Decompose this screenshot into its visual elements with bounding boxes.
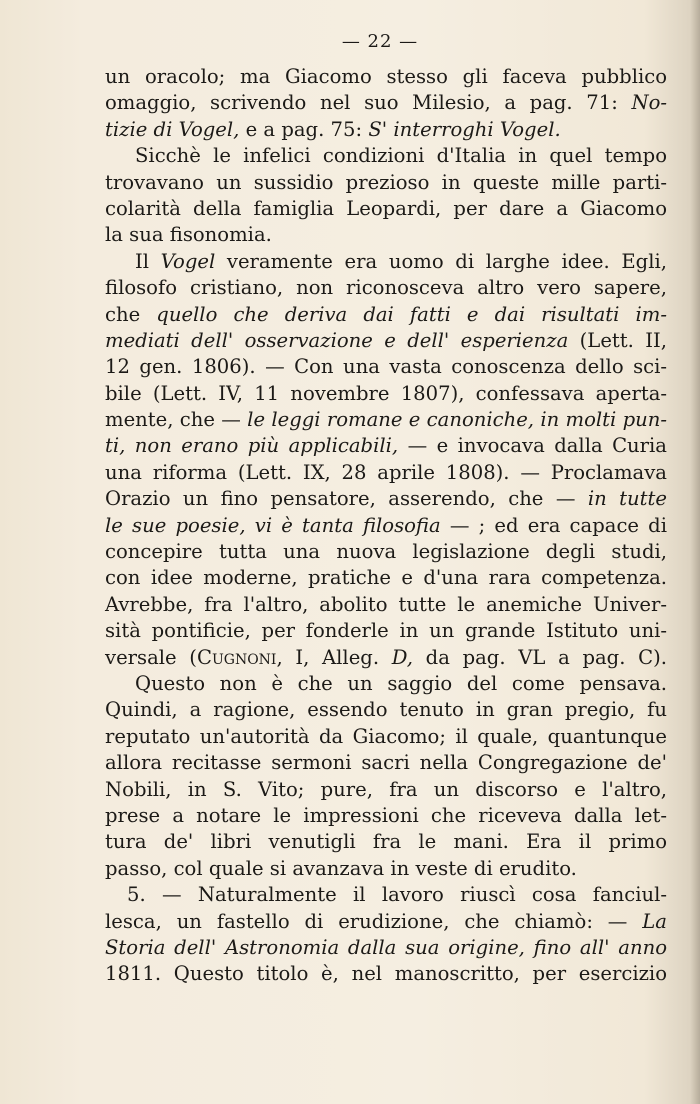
text-line [105, 539, 667, 565]
text-segment: una riforma (Lett. IX, 28 aprile 1808). — Proclamava [105, 460, 667, 484]
text-line [105, 565, 667, 591]
text-line [105, 433, 667, 459]
text-line [105, 777, 667, 803]
page-number: — 22 — [341, 31, 419, 52]
text-segment: mente, che — [105, 408, 248, 432]
text-segment: bile (Lett. IV, 11 novembre 1807), confessava aperta- [105, 381, 667, 405]
text-segment: Questo non è che un saggio del come pensava. [135, 671, 667, 695]
text-segment: versale ( [105, 645, 197, 669]
text-segment: lesca, un fastello di erudizione, che chiamò: — [105, 909, 643, 933]
italic-text: La [642, 909, 667, 933]
text-segment: da pag. VL a pag. C). [413, 645, 668, 669]
text-line [105, 328, 667, 354]
small-caps-text: Cugnoni [196, 645, 277, 669]
text-segment: tura de' libri venutigli fra le mani. Era il primo [105, 830, 667, 854]
text-segment: 12 gen. 1806). — Con una vasta conoscenza dello sci- [105, 355, 667, 379]
text-line [105, 196, 667, 222]
text-line [105, 697, 667, 723]
text-line [105, 882, 667, 908]
text-line [105, 935, 667, 961]
text-line [105, 170, 667, 196]
text-line [105, 143, 667, 169]
text-segment: Sicchè le infelici condizioni d'Italia in quel tempo [135, 144, 667, 168]
italic-text: ti, non erano più applicabili, [105, 434, 399, 458]
text-segment: colarità della famiglia Leopardi, per dare a Giacomo [105, 196, 667, 220]
text-segment: — e invocava dalla Curia [398, 434, 667, 458]
text-segment: filosofo cristiano, non riconosceva altro vero sapere, [105, 276, 667, 300]
italic-text: in tutte [587, 487, 668, 511]
text-segment: che [105, 302, 157, 326]
text-segment: Avrebbe, fra l'altro, abolito tutte le anemiche Univer- [105, 592, 667, 616]
text-segment: 1811. Questo titolo è, nel manoscritto, per esercizio [105, 962, 667, 986]
italic-text: le sue poesie, vi è tanta filosofia [105, 513, 441, 537]
text-line [105, 645, 667, 671]
text-line [105, 64, 667, 90]
text-segment: — ; ed era capace di [440, 513, 667, 537]
text-line [105, 222, 667, 248]
text-line [105, 671, 667, 697]
text-line [105, 909, 667, 935]
text-segment: passo, col quale si avanzava in veste di erudito. [105, 856, 577, 880]
text-segment: concepire tutta una nuova legislazione degli studi, [105, 540, 667, 564]
text-segment: un oracolo; ma Giacomo stesso gli faceva pubblico [105, 65, 667, 88]
text-line [105, 829, 667, 855]
text-line [105, 724, 667, 750]
page-edge-shadow [690, 0, 700, 1104]
text-segment: veramente era uomo di larghe idee. Egli, [215, 249, 667, 273]
text-line [105, 275, 667, 301]
text-segment: sità pontificie, per fonderle in un grande Istituto uni- [105, 619, 667, 643]
text-line [105, 354, 667, 380]
text-line [105, 117, 667, 143]
text-segment: Il [135, 249, 161, 273]
italic-text: le leggi romane e canoniche, in molti pun- [247, 408, 667, 432]
text-line [105, 90, 667, 116]
italic-text: D, [391, 645, 413, 669]
text-line [105, 407, 667, 433]
text-line [105, 618, 667, 644]
text-line [105, 486, 667, 512]
text-segment: (Lett. II, [568, 328, 667, 352]
text-segment: prese a notare le impressioni che riceveva dalla let- [105, 803, 667, 827]
text-line [105, 750, 667, 776]
text-line [105, 460, 667, 486]
italic-text: mediati dell' osservazione e dell' esperienza [105, 328, 569, 352]
italic-text: quello che deriva dai fatti e dai risultati im- [156, 302, 667, 326]
italic-text: Vogel [160, 249, 216, 273]
text-line [105, 249, 667, 275]
text-segment: Orazio un fino pensatore, asserendo, che — [105, 487, 588, 511]
text-segment: trovavano un sussidio prezioso in queste mille parti- [105, 170, 667, 194]
text-segment: e a pag. 75: [239, 117, 369, 141]
text-segment: , I, Alleg. [276, 645, 392, 669]
text-line [105, 961, 667, 987]
text-line [105, 856, 667, 882]
text-line [105, 513, 667, 539]
text-segment: 5. — Naturalmente il lavoro riuscì cosa fanciul- [127, 883, 667, 907]
italic-text: tizie di Vogel, [105, 117, 240, 141]
italic-text: No- [631, 91, 667, 115]
text-segment: allora recitasse sermoni sacri nella Congregazione de' [105, 751, 667, 775]
text-segment: Nobili, in S. Vito; pure, fra un discorso e l'altro, [105, 777, 667, 801]
text-segment: omaggio, scrivendo nel suo Milesio, a pag. 71: [105, 91, 632, 115]
text-line [105, 302, 667, 328]
text-segment: Quindi, a ragione, essendo tenuto in gran pregio, fu [105, 698, 667, 722]
body-text [105, 64, 667, 988]
text-segment: la sua fisonomia. [105, 223, 272, 247]
italic-text: S' interroghi Vogel. [368, 117, 561, 141]
text-segment: con idee moderne, pratiche e d'una rara competenza. [105, 566, 667, 590]
text-line [105, 381, 667, 407]
text-segment: reputato un'autorità da Giacomo; il quale, quantunque [105, 724, 667, 748]
text-line [105, 592, 667, 618]
italic-text: Storia dell' Astronomia dalla sua origine, fino all' anno [105, 935, 667, 959]
text-line [105, 803, 667, 829]
